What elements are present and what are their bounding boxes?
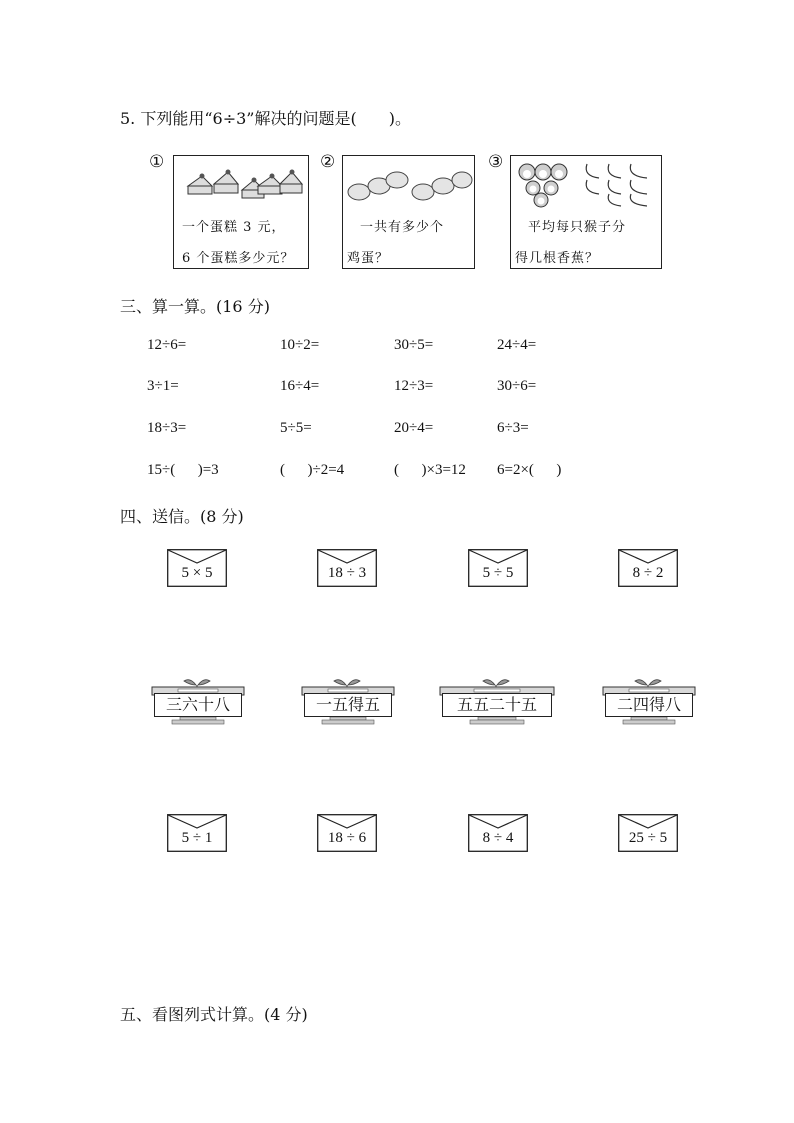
mailbox-label: 五五二十五 [442,693,552,717]
option-3-box[interactable] [510,155,662,269]
envelope-bottom-1[interactable] [167,814,227,852]
question-5-text: 5. 下列能用“6÷3”解决的问题是( )。 [120,109,411,128]
egg-icon [345,164,473,204]
option-2-line2: 鸡蛋？ [347,251,390,266]
calc-r2-c4: 30÷6= [497,378,537,394]
option-3-line1: 平均每只猴子分 [528,220,627,235]
cake-icon [184,164,304,204]
envelope-label: 5 ÷ 5 [482,565,514,581]
calc-r3-c3: 20÷4= [394,420,434,436]
mailbox-label: 三六十八 [154,693,242,717]
option-3-marker: ③ [488,152,504,172]
envelope-bottom-2[interactable] [317,814,377,852]
calc-r1-c2: 10÷2= [280,337,320,353]
monkey-banana-icon [513,158,659,210]
calc-r2-c3: 12÷3= [394,378,434,394]
calc-r1-c3: 30÷5= [394,337,434,353]
option-1-box[interactable] [173,155,309,269]
option-1-marker: ① [149,152,165,172]
option-2-line1: 一共有多少个 [360,220,445,235]
mailbox-4[interactable] [601,675,697,723]
calc-r4-c3: ( )×3=12 [394,462,466,478]
calc-r2-c2: 16÷4= [280,378,320,394]
calc-r4-c2: ( )÷2=4 [280,462,345,478]
section-4-title: 四、送信。(8 分) [120,507,244,526]
envelope-label: 18 ÷ 3 [327,565,367,581]
mailbox-2[interactable] [300,675,396,723]
envelope-label: 5 ÷ 1 [181,830,213,846]
envelope-label: 18 ÷ 6 [327,830,367,846]
option-3-line2: 得几根香蕉？ [515,251,600,266]
envelope-label: 5 × 5 [181,565,213,581]
envelope-top-3[interactable] [468,549,528,587]
calc-r4-c4: 6=2×( ) [497,462,562,478]
envelope-label: 8 ÷ 2 [632,565,664,581]
option-2-marker: ② [320,152,336,172]
mailbox-1[interactable] [150,675,246,723]
calc-r1-c1: 12÷6= [147,337,187,353]
envelope-top-4[interactable] [618,549,678,587]
calc-r3-c1: 18÷3= [147,420,187,436]
option-2-box[interactable] [342,155,475,269]
option-1-line1: 一个蛋糕 3 元， [182,220,286,235]
mailbox-label: 二四得八 [605,693,693,717]
envelope-label: 8 ÷ 4 [482,830,514,846]
envelope-bottom-4[interactable] [618,814,678,852]
calc-r3-c2: 5÷5= [280,420,312,436]
section-3-title: 三、算一算。(16 分) [120,297,270,316]
mailbox-3[interactable] [438,675,556,723]
calc-r4-c1: 15÷( )=3 [147,462,219,478]
mailbox-label: 一五得五 [304,693,392,717]
envelope-label: 25 ÷ 5 [628,830,668,846]
calc-r1-c4: 24÷4= [497,337,537,353]
envelope-top-1[interactable] [167,549,227,587]
envelope-bottom-3[interactable] [468,814,528,852]
calc-r2-c1: 3÷1= [147,378,179,394]
section-5-title: 五、看图列式计算。(4 分) [120,1005,308,1024]
calc-r3-c4: 6÷3= [497,420,529,436]
option-1-line2: 6 个蛋糕多少元？ [182,251,295,266]
envelope-top-2[interactable] [317,549,377,587]
